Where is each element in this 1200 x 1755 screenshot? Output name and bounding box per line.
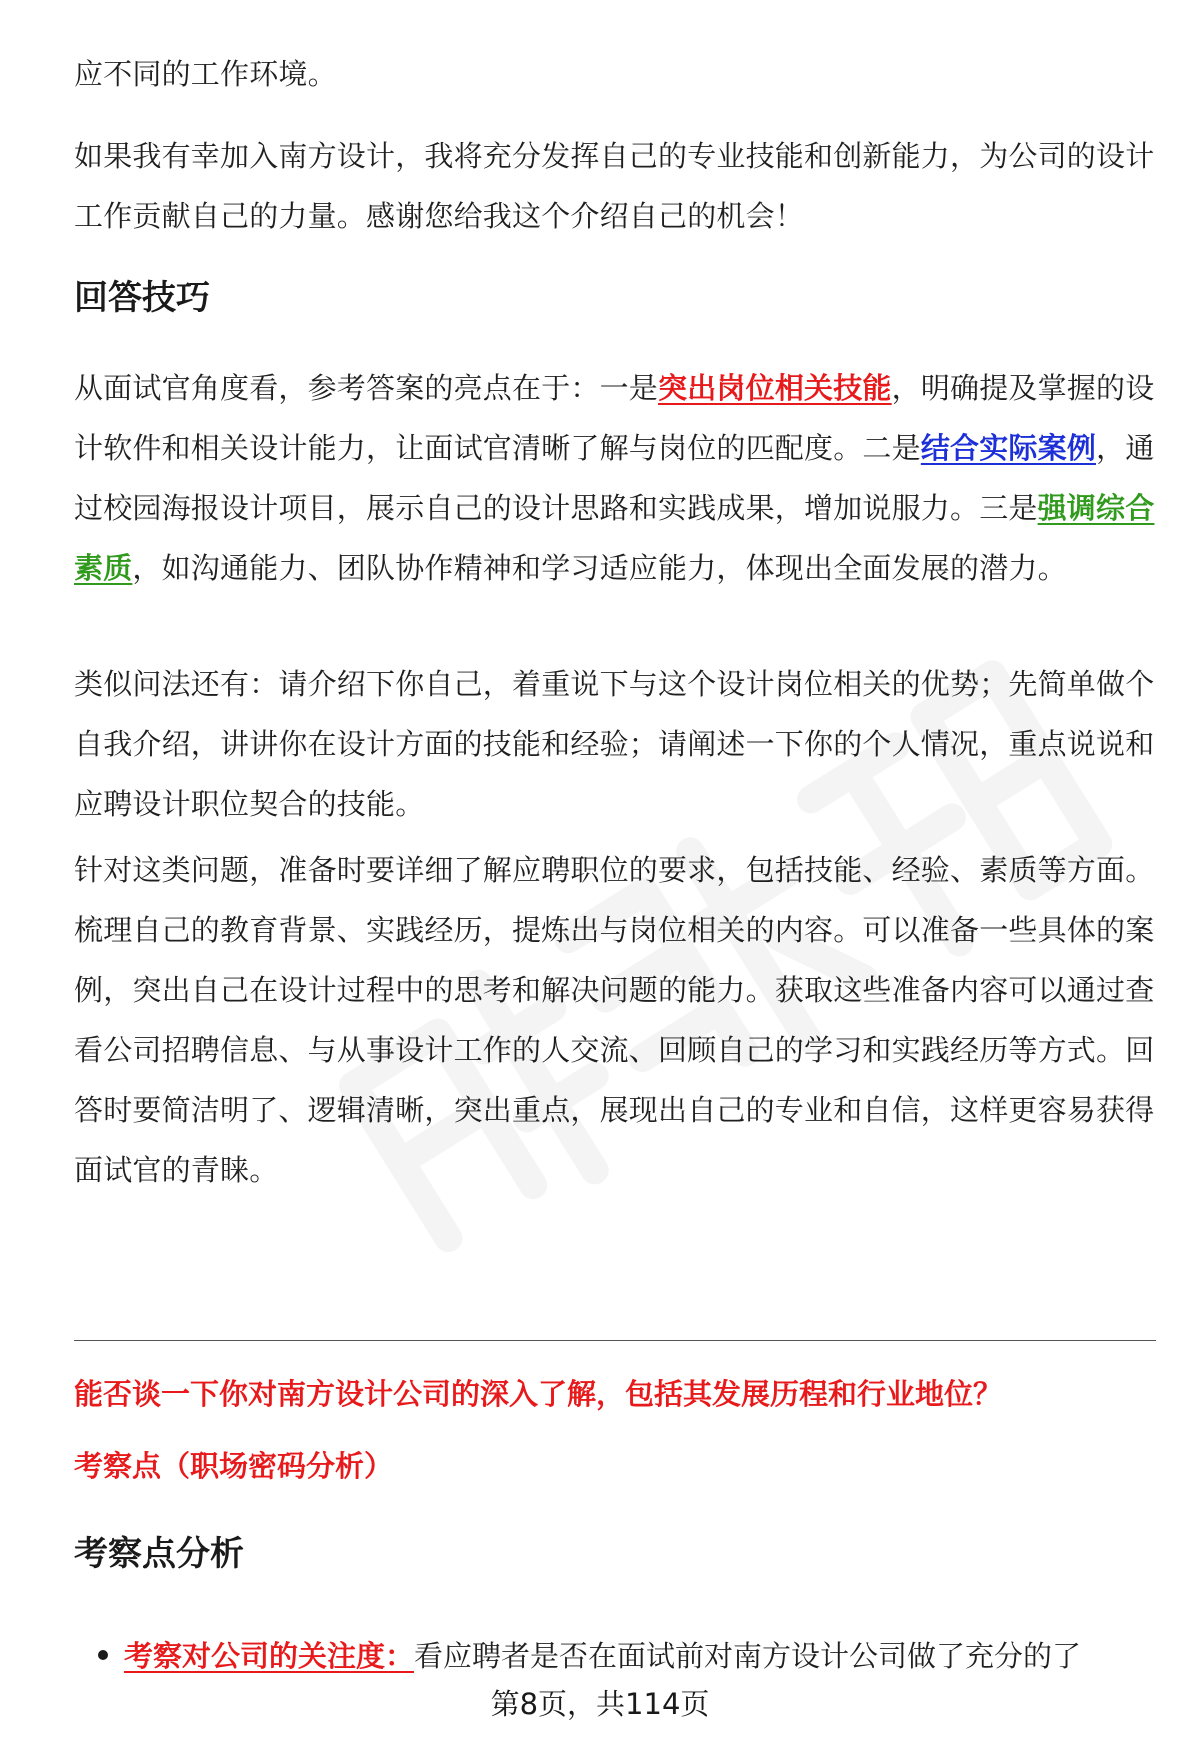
interview-question: 能否谈一下你对南方设计公司的深入了解，包括其发展历程和行业地位？ xyxy=(74,1377,1003,1411)
analysis-bullet-item xyxy=(98,1626,1156,1686)
tips-heading: 回答技巧 xyxy=(74,278,210,318)
highlight-job-skills: 突出岗位相关技能 xyxy=(658,371,892,405)
tips-text-b: ，明确提及掌握的设计软件和相关设计能力，让面试官清晰了解与岗位的匹配度。二是 xyxy=(74,371,1155,465)
tips-text-d: ，如沟通能力、团队协作精神和学习适应能力，体现出全面发展的潜力。 xyxy=(132,551,1067,585)
section-divider xyxy=(74,1340,1156,1341)
bullet-dot-icon xyxy=(98,1650,108,1660)
bullet-label: 考察对公司的关注度： xyxy=(124,1639,415,1673)
highlight-overall-quality: 强调综合素质 xyxy=(74,491,1155,585)
document-page xyxy=(74,0,1156,1755)
tips-paragraph-highlights xyxy=(74,358,1156,598)
closing-paragraph: 如果我有幸加入南方设计，我将充分发挥自己的专业技能和创新能力，为公司的设计工作贡献自己的力量。感谢您给我这个介绍自己的机会！ xyxy=(74,139,1155,233)
assessment-point-label: 考察点（职场密码分析） xyxy=(74,1449,394,1483)
intro-line: 应不同的工作环境。 xyxy=(74,57,337,91)
tips-text-c: ，通过校园海报设计项目，展示自己的设计思路和实践成果，增加说服力。三是 xyxy=(74,431,1155,525)
highlight-real-cases: 结合实际案例 xyxy=(920,431,1097,465)
tips-text-a: 从面试官角度看，参考答案的亮点在于：一是 xyxy=(74,371,659,405)
similar-questions-paragraph: 类似问法还有：请介绍下你自己，着重说下与这个设计岗位相关的优势；先简单做个自我介绍，讲讲你在设计方面的技能和经验；请阐述一下你的个人情况，重点说说和应聘设计职位契合的技能。 xyxy=(74,667,1155,821)
analysis-heading: 考察点分析 xyxy=(74,1534,244,1574)
page-number: 第8页，共114页 xyxy=(490,1687,710,1721)
preparation-paragraph: 针对这类问题，准备时要详细了解应聘职位的要求，包括技能、经验、素质等方面。梳理自己的教育背景、实践经历，提炼出与岗位相关的内容。可以准备一些具体的案例，突出自己在设计过程中的思考和解决问题的能力。获取这些准备内容可以通过查看公司招聘信息、与从事设计工作的人交流、回顾自己的学习和实践经历等方式。回答时要简洁明了、逻辑清晰，突出重点，展现出自己的专业和自信，这样更容易获得面试官的青睐。 xyxy=(74,853,1155,1187)
bullet-text: 看应聘者是否在面试前对南方设计公司做了充分的了 xyxy=(414,1639,1082,1673)
